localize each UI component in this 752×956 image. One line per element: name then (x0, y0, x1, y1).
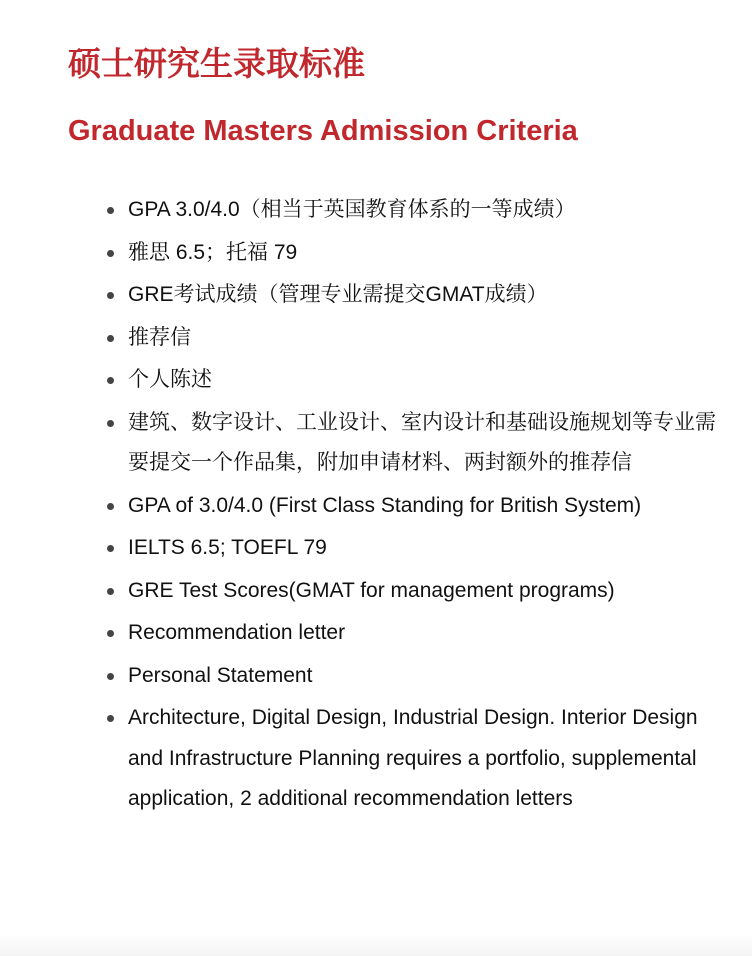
criteria-item (128, 528, 728, 569)
bullet-icon (107, 715, 114, 722)
criteria-item-text: GRE考试成绩（管理专业需提交GMAT成绩） (128, 283, 548, 306)
criteria-item-text: Architecture, Digital Design, Industrial Design. Interior Design and Infrastructure Planning requires a portfolio, supplemental application, 2 additional recommendation letters (128, 706, 698, 810)
criteria-item-text: 个人陈述 (128, 368, 212, 391)
bullet-icon (107, 292, 114, 299)
bullet-icon (107, 250, 114, 257)
bullet-icon (107, 207, 114, 214)
bullet-icon (107, 630, 114, 637)
bullet-icon (107, 503, 114, 510)
bullet-icon (107, 588, 114, 595)
criteria-item (128, 698, 728, 820)
criteria-item-text: GRE Test Scores(GMAT for management programs) (128, 578, 615, 602)
bullet-icon (107, 673, 114, 680)
criteria-item (128, 613, 728, 654)
criteria-item (128, 318, 728, 359)
criteria-item-text: 建筑、数字设计、工业设计、室内设计和基础设施规划等专业需要提交一个作品集，附加申请材料、两封额外的推荐信 (128, 410, 716, 474)
bullet-icon (107, 377, 114, 384)
criteria-item-text: GPA of 3.0/4.0 (First Class Standing for British System) (128, 493, 642, 517)
bullet-icon (107, 420, 114, 427)
criteria-item (128, 360, 728, 401)
criteria-item-text: IELTS 6.5; TOEFL 79 (128, 536, 327, 559)
criteria-item (128, 275, 728, 316)
criteria-item (128, 486, 728, 527)
bottom-fade (0, 934, 752, 956)
page-title-chinese: 硕士研究生录取标准 (68, 44, 365, 83)
criteria-item-text: Personal Statement (128, 663, 313, 687)
criteria-item-text: GPA 3.0/4.0（相当于英国教育体系的一等成绩） (128, 198, 576, 221)
page-title-english: Graduate Masters Admission Criteria (68, 115, 578, 147)
criteria-item (128, 190, 728, 231)
criteria-item (128, 403, 728, 484)
criteria-item-text: 推荐信 (128, 325, 191, 349)
bullet-icon (107, 545, 114, 552)
criteria-list (100, 190, 728, 822)
criteria-item-text: Recommendation letter (128, 621, 346, 644)
bullet-icon (107, 335, 114, 342)
criteria-item (128, 656, 728, 697)
criteria-item (128, 233, 728, 274)
criteria-item (128, 571, 728, 612)
criteria-item-text: 雅思 6.5；托福 79 (128, 240, 298, 264)
